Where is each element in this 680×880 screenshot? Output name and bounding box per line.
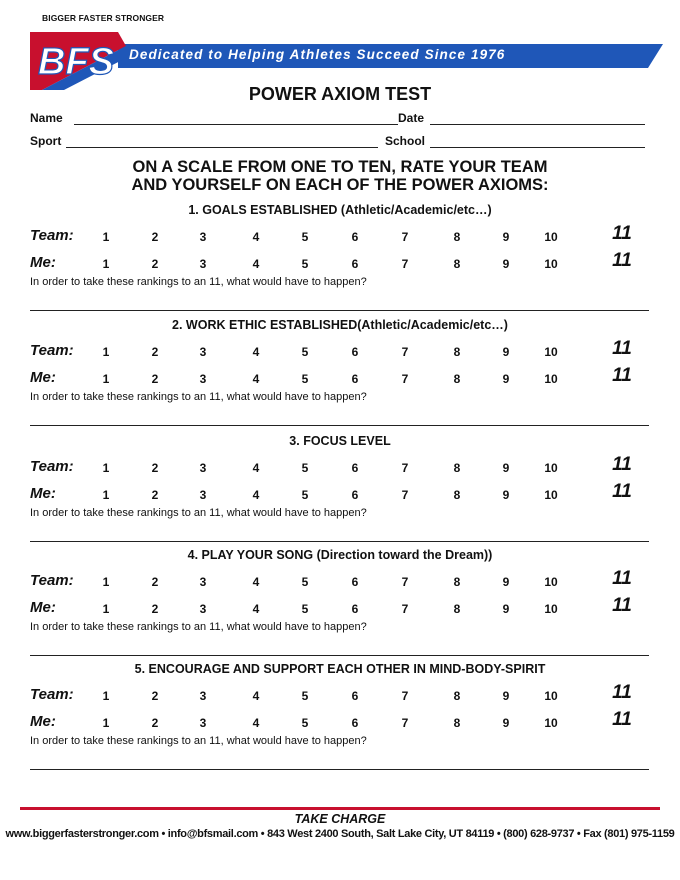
rating-option[interactable]: 8: [453, 602, 461, 616]
rating-option[interactable]: 2: [151, 230, 159, 244]
name-field[interactable]: [74, 112, 398, 125]
rating-option[interactable]: 3: [199, 372, 207, 386]
rating-option[interactable]: 8: [453, 230, 461, 244]
rating-option[interactable]: 3: [199, 575, 207, 589]
rating-option[interactable]: 10: [544, 461, 558, 475]
rating-option[interactable]: 4: [252, 575, 260, 589]
rating-option[interactable]: 4: [252, 488, 260, 502]
rating-option[interactable]: 2: [151, 488, 159, 502]
rating-option[interactable]: 6: [351, 488, 359, 502]
rating-option[interactable]: 6: [351, 689, 359, 703]
me-rating-row: [0, 365, 680, 391]
brand-top-text: BIGGER FASTER STRONGER: [42, 13, 165, 23]
rating-option[interactable]: 3: [199, 602, 207, 616]
rating-option[interactable]: 1: [102, 716, 110, 730]
rating-option[interactable]: 3: [199, 345, 207, 359]
rating-eleven[interactable]: 11: [612, 365, 632, 386]
improvement-question: In order to take these rankings to an 11, what would have to happen?: [30, 276, 367, 288]
rating-option[interactable]: 7: [401, 689, 409, 703]
rating-option[interactable]: 2: [151, 716, 159, 730]
rating-option[interactable]: 3: [199, 716, 207, 730]
rating-option[interactable]: 6: [351, 716, 359, 730]
improvement-question: In order to take these rankings to an 11, what would have to happen?: [30, 391, 367, 403]
footer-divider: [20, 807, 660, 810]
rating-option[interactable]: 7: [401, 488, 409, 502]
svg-text:BFS: BFS: [38, 41, 114, 83]
section-title: 3. FOCUS LEVEL: [289, 434, 391, 448]
rating-option[interactable]: 9: [502, 345, 510, 359]
rating-option[interactable]: 10: [544, 575, 558, 589]
rating-option[interactable]: 4: [252, 602, 260, 616]
rating-option[interactable]: 1: [102, 461, 110, 475]
rating-option[interactable]: 8: [453, 488, 461, 502]
team-rating-row: [0, 223, 680, 249]
date-field[interactable]: [430, 112, 645, 125]
rating-option[interactable]: 10: [544, 602, 558, 616]
improvement-question: In order to take these rankings to an 11, what would have to happen?: [30, 507, 367, 519]
answer-line[interactable]: [30, 541, 649, 542]
rating-option[interactable]: 5: [301, 372, 309, 386]
rating-option[interactable]: 8: [453, 461, 461, 475]
rating-option[interactable]: 5: [301, 461, 309, 475]
rating-option[interactable]: 8: [453, 345, 461, 359]
rating-option[interactable]: 7: [401, 575, 409, 589]
rating-option[interactable]: 10: [544, 345, 558, 359]
sport-label: Sport: [30, 134, 62, 148]
section-title: 4. PLAY YOUR SONG (Direction toward the Dream)): [187, 548, 493, 562]
rating-option[interactable]: 2: [151, 345, 159, 359]
rating-option[interactable]: 1: [102, 257, 110, 271]
school-label: School: [385, 134, 426, 148]
team-label: Team:: [30, 572, 74, 589]
footer-contact: www.biggerfasterstronger.com • info@bfsmail.com • 843 West 2400 South, Salt Lake City, UT 84119 • (800) 628-9737 • Fax (801) 975-1159: [5, 828, 675, 840]
answer-line[interactable]: [30, 310, 649, 311]
rating-option[interactable]: 5: [301, 257, 309, 271]
team-label: Team:: [30, 458, 74, 475]
axiom-section: [0, 203, 680, 317]
rating-option[interactable]: 7: [401, 602, 409, 616]
bfs-logo: [30, 28, 126, 90]
rating-option[interactable]: 4: [252, 230, 260, 244]
axiom-section: [0, 548, 680, 662]
page-title: POWER AXIOM TEST: [248, 84, 432, 104]
rating-option[interactable]: 4: [252, 461, 260, 475]
answer-line[interactable]: [30, 769, 649, 770]
rating-eleven[interactable]: 11: [612, 568, 632, 589]
rating-option[interactable]: 5: [301, 345, 309, 359]
rating-option[interactable]: 5: [301, 230, 309, 244]
team-rating-row: [0, 338, 680, 364]
rating-option[interactable]: 3: [199, 689, 207, 703]
name-label: Name: [30, 111, 63, 125]
rating-eleven[interactable]: 11: [612, 709, 632, 730]
team-label: Team:: [30, 227, 74, 244]
rating-option[interactable]: 7: [401, 230, 409, 244]
rating-option[interactable]: 1: [102, 689, 110, 703]
rating-option[interactable]: 4: [252, 345, 260, 359]
rating-eleven[interactable]: 11: [612, 481, 632, 502]
rating-option[interactable]: 4: [252, 257, 260, 271]
rating-option[interactable]: 4: [252, 689, 260, 703]
rating-option[interactable]: 5: [301, 716, 309, 730]
rating-option[interactable]: 7: [401, 461, 409, 475]
team-rating-row: [0, 454, 680, 480]
heading-line-1: ON A SCALE FROM ONE TO TEN, RATE YOUR TEAM: [132, 158, 548, 176]
rating-option[interactable]: 5: [301, 602, 309, 616]
rating-option[interactable]: 2: [151, 257, 159, 271]
rating-option[interactable]: 8: [453, 689, 461, 703]
axiom-section: [0, 434, 680, 548]
section-title: 1. GOALS ESTABLISHED (Athletic/Academic/etc…): [188, 203, 492, 217]
rating-option[interactable]: 10: [544, 488, 558, 502]
rating-option[interactable]: 2: [151, 602, 159, 616]
rating-option[interactable]: 2: [151, 461, 159, 475]
team-rating-row: [0, 682, 680, 708]
rating-option[interactable]: 5: [301, 488, 309, 502]
rating-option[interactable]: 7: [401, 257, 409, 271]
me-rating-row: [0, 481, 680, 507]
footer-title: TAKE CHARGE: [294, 812, 386, 826]
rating-eleven[interactable]: 11: [612, 223, 632, 244]
sport-field[interactable]: [66, 135, 378, 148]
rating-option[interactable]: 9: [502, 488, 510, 502]
rating-option[interactable]: 1: [102, 575, 110, 589]
instructions-heading: [0, 158, 680, 194]
me-label: Me:: [30, 369, 56, 386]
rating-option[interactable]: 9: [502, 257, 510, 271]
rating-option[interactable]: 7: [401, 345, 409, 359]
rating-eleven[interactable]: 11: [612, 338, 632, 359]
rating-option[interactable]: 1: [102, 345, 110, 359]
rating-option[interactable]: 7: [401, 372, 409, 386]
date-label: Date: [398, 111, 425, 125]
team-label: Team:: [30, 686, 74, 703]
rating-option[interactable]: 7: [401, 716, 409, 730]
improvement-question: In order to take these rankings to an 11, what would have to happen?: [30, 735, 367, 747]
rating-option[interactable]: 1: [102, 372, 110, 386]
rating-option[interactable]: 10: [544, 716, 558, 730]
rating-option[interactable]: 3: [199, 461, 207, 475]
section-title: 2. WORK ETHIC ESTABLISHED(Athletic/Academic/etc…): [172, 318, 508, 332]
rating-option[interactable]: 1: [102, 602, 110, 616]
rating-option[interactable]: 5: [301, 689, 309, 703]
me-rating-row: [0, 595, 680, 621]
rating-option[interactable]: 6: [351, 461, 359, 475]
rating-option[interactable]: 8: [453, 575, 461, 589]
rating-option[interactable]: 3: [199, 488, 207, 502]
rating-option[interactable]: 3: [199, 230, 207, 244]
rating-eleven[interactable]: 11: [612, 454, 632, 475]
rating-option[interactable]: 2: [151, 372, 159, 386]
rating-option[interactable]: 10: [544, 257, 558, 271]
rating-option[interactable]: 2: [151, 689, 159, 703]
section-title: 5. ENCOURAGE AND SUPPORT EACH OTHER IN MIND-BODY-SPIRIT: [134, 662, 546, 676]
rating-eleven[interactable]: 11: [612, 682, 632, 703]
team-rating-row: [0, 568, 680, 594]
rating-option[interactable]: 10: [544, 372, 558, 386]
rating-option[interactable]: 8: [453, 716, 461, 730]
rating-eleven[interactable]: 11: [612, 595, 632, 616]
rating-option[interactable]: 9: [502, 461, 510, 475]
tagline-text: Dedicated to Helping Athletes Succeed Since 1976: [129, 47, 506, 62]
axiom-section: [0, 318, 680, 432]
me-label: Me:: [30, 254, 56, 271]
rating-option[interactable]: 1: [102, 488, 110, 502]
rating-option[interactable]: 8: [453, 372, 461, 386]
me-label: Me:: [30, 485, 56, 502]
rating-option[interactable]: 6: [351, 345, 359, 359]
team-label: Team:: [30, 342, 74, 359]
me-rating-row: [0, 250, 680, 276]
rating-option[interactable]: 10: [544, 230, 558, 244]
rating-option[interactable]: 6: [351, 575, 359, 589]
rating-option[interactable]: 8: [453, 257, 461, 271]
rating-option[interactable]: 9: [502, 230, 510, 244]
rating-option[interactable]: 6: [351, 372, 359, 386]
rating-option[interactable]: 9: [502, 716, 510, 730]
rating-option[interactable]: 2: [151, 575, 159, 589]
improvement-question: In order to take these rankings to an 11, what would have to happen?: [30, 621, 367, 633]
rating-eleven[interactable]: 11: [612, 250, 632, 271]
rating-option[interactable]: 9: [502, 602, 510, 616]
me-label: Me:: [30, 713, 56, 730]
rating-option[interactable]: 3: [199, 257, 207, 271]
rating-option[interactable]: 9: [502, 689, 510, 703]
tagline-banner: [118, 44, 663, 68]
rating-option[interactable]: 10: [544, 689, 558, 703]
rating-option[interactable]: 1: [102, 230, 110, 244]
me-rating-row: [0, 709, 680, 735]
rating-option[interactable]: 6: [351, 602, 359, 616]
axiom-section: [0, 662, 680, 776]
rating-option[interactable]: 9: [502, 575, 510, 589]
rating-option[interactable]: 6: [351, 257, 359, 271]
heading-line-2: AND YOURSELF ON EACH OF THE POWER AXIOMS:: [131, 176, 549, 194]
rating-option[interactable]: 5: [301, 575, 309, 589]
rating-option[interactable]: 6: [351, 230, 359, 244]
me-label: Me:: [30, 599, 56, 616]
rating-option[interactable]: 4: [252, 716, 260, 730]
rating-option[interactable]: 4: [252, 372, 260, 386]
answer-line[interactable]: [30, 425, 649, 426]
rating-option[interactable]: 9: [502, 372, 510, 386]
answer-line[interactable]: [30, 655, 649, 656]
school-field[interactable]: [430, 135, 645, 148]
